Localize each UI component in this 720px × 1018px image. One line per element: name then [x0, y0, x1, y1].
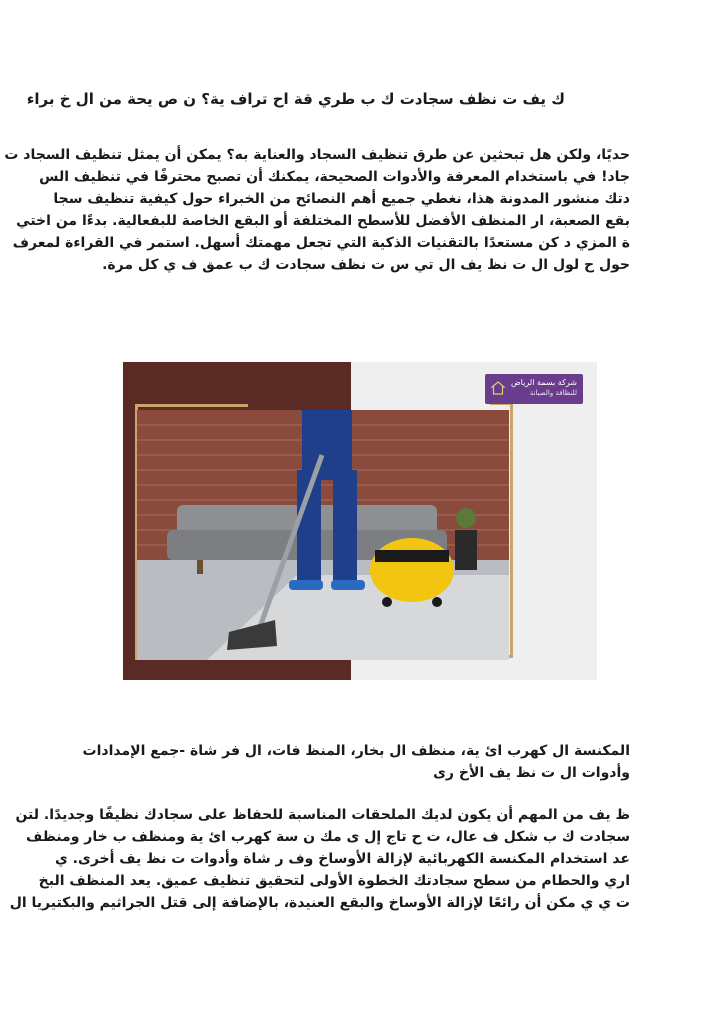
paragraph-line: سجادت ك ب شكل ف عال، ت ح تاج إل ى مك ن سة كهرب ائ ية ومنظف ب خار ومنظف: [26, 829, 630, 845]
intro-paragraph: [4, 144, 630, 276]
paragraph-line: وأدوات ال ت نظ يف الأخ رى: [433, 765, 630, 781]
paragraph-line: بقع الصعبة، ار المنظف الأفضل للأسطح المختلفة أو البقع الخاصة للبفعالية. بدءًا من اختي: [16, 213, 630, 229]
logo-text: شركة بسمة الرياض: [511, 378, 577, 387]
company-logo: [485, 374, 583, 404]
paragraph-line: عد استخدام المكنسة الكهربائية لإزالة الأوساخ وف ر شاة وأدوات ت نظ يف أخرى. ي: [54, 851, 630, 867]
cleaning-scene-illustration: [137, 410, 509, 660]
paragraph-line: اري والحطام من سطح سجادتك الخطوة الأولى لتحقيق تنظيف عميق. يعد المنظف البخ: [38, 873, 630, 889]
page-title: ك يف ت نظف سجادت ك ب طري قة اح تراف ية؟ ن ص يحة من ال خ براء: [26, 90, 565, 108]
paragraph-line: المكنسة ال كهرب ائ ية، منظف ال بخار، المنظ فات، ال فر شاة -جمع الإمدادات: [82, 743, 630, 759]
supplies-heading: [82, 740, 630, 784]
carpet-cleaning-photo: [123, 362, 597, 680]
supplies-paragraph: [9, 804, 630, 914]
paragraph-line: ت ي ي مكن أن رائعًا لإزالة الأوساخ والبقع العنيدة، بالإضافة إلى قتل الجراثيم والبكتيريا ال: [9, 895, 630, 911]
logo-subtext: للنظافة والصيانة: [529, 389, 577, 397]
paragraph-line: ة المزي د كن مستعدًا بالتقنيات الذكية التي تجعل مهمتك أسهل. استمر في القراءة لمعرف: [12, 235, 630, 251]
paragraph-line: حول ح لول ال ت نظ يف ال تي س ت نظف سجادت ك ب عمق ف ي كل مرة.: [102, 257, 630, 273]
paragraph-line: دتك منشور المدونة هذا، نغطي جميع أهم النصائح من الخبراء حول كيفية تنظيف سجا: [53, 191, 630, 207]
paragraph-line: جاد! في باستخدام المعرفة والأدوات الصحيحة، يمكنك أن تصبح محترفًا في تنظيف الس: [39, 169, 630, 185]
paragraph-line: حديًا، ولكن هل تبحثين عن طرق تنظيف السجاد والعناية به؟ يمكن أن يمثل تنظيف السجاد ت: [4, 147, 630, 163]
paragraph-line: ظ يف من المهم أن يكون لديك الملحقات المناسبة للحفاظ على سجادك نظيفًا وجديدًا. لتن: [15, 807, 630, 823]
cleaning-scene-image: [137, 410, 509, 660]
